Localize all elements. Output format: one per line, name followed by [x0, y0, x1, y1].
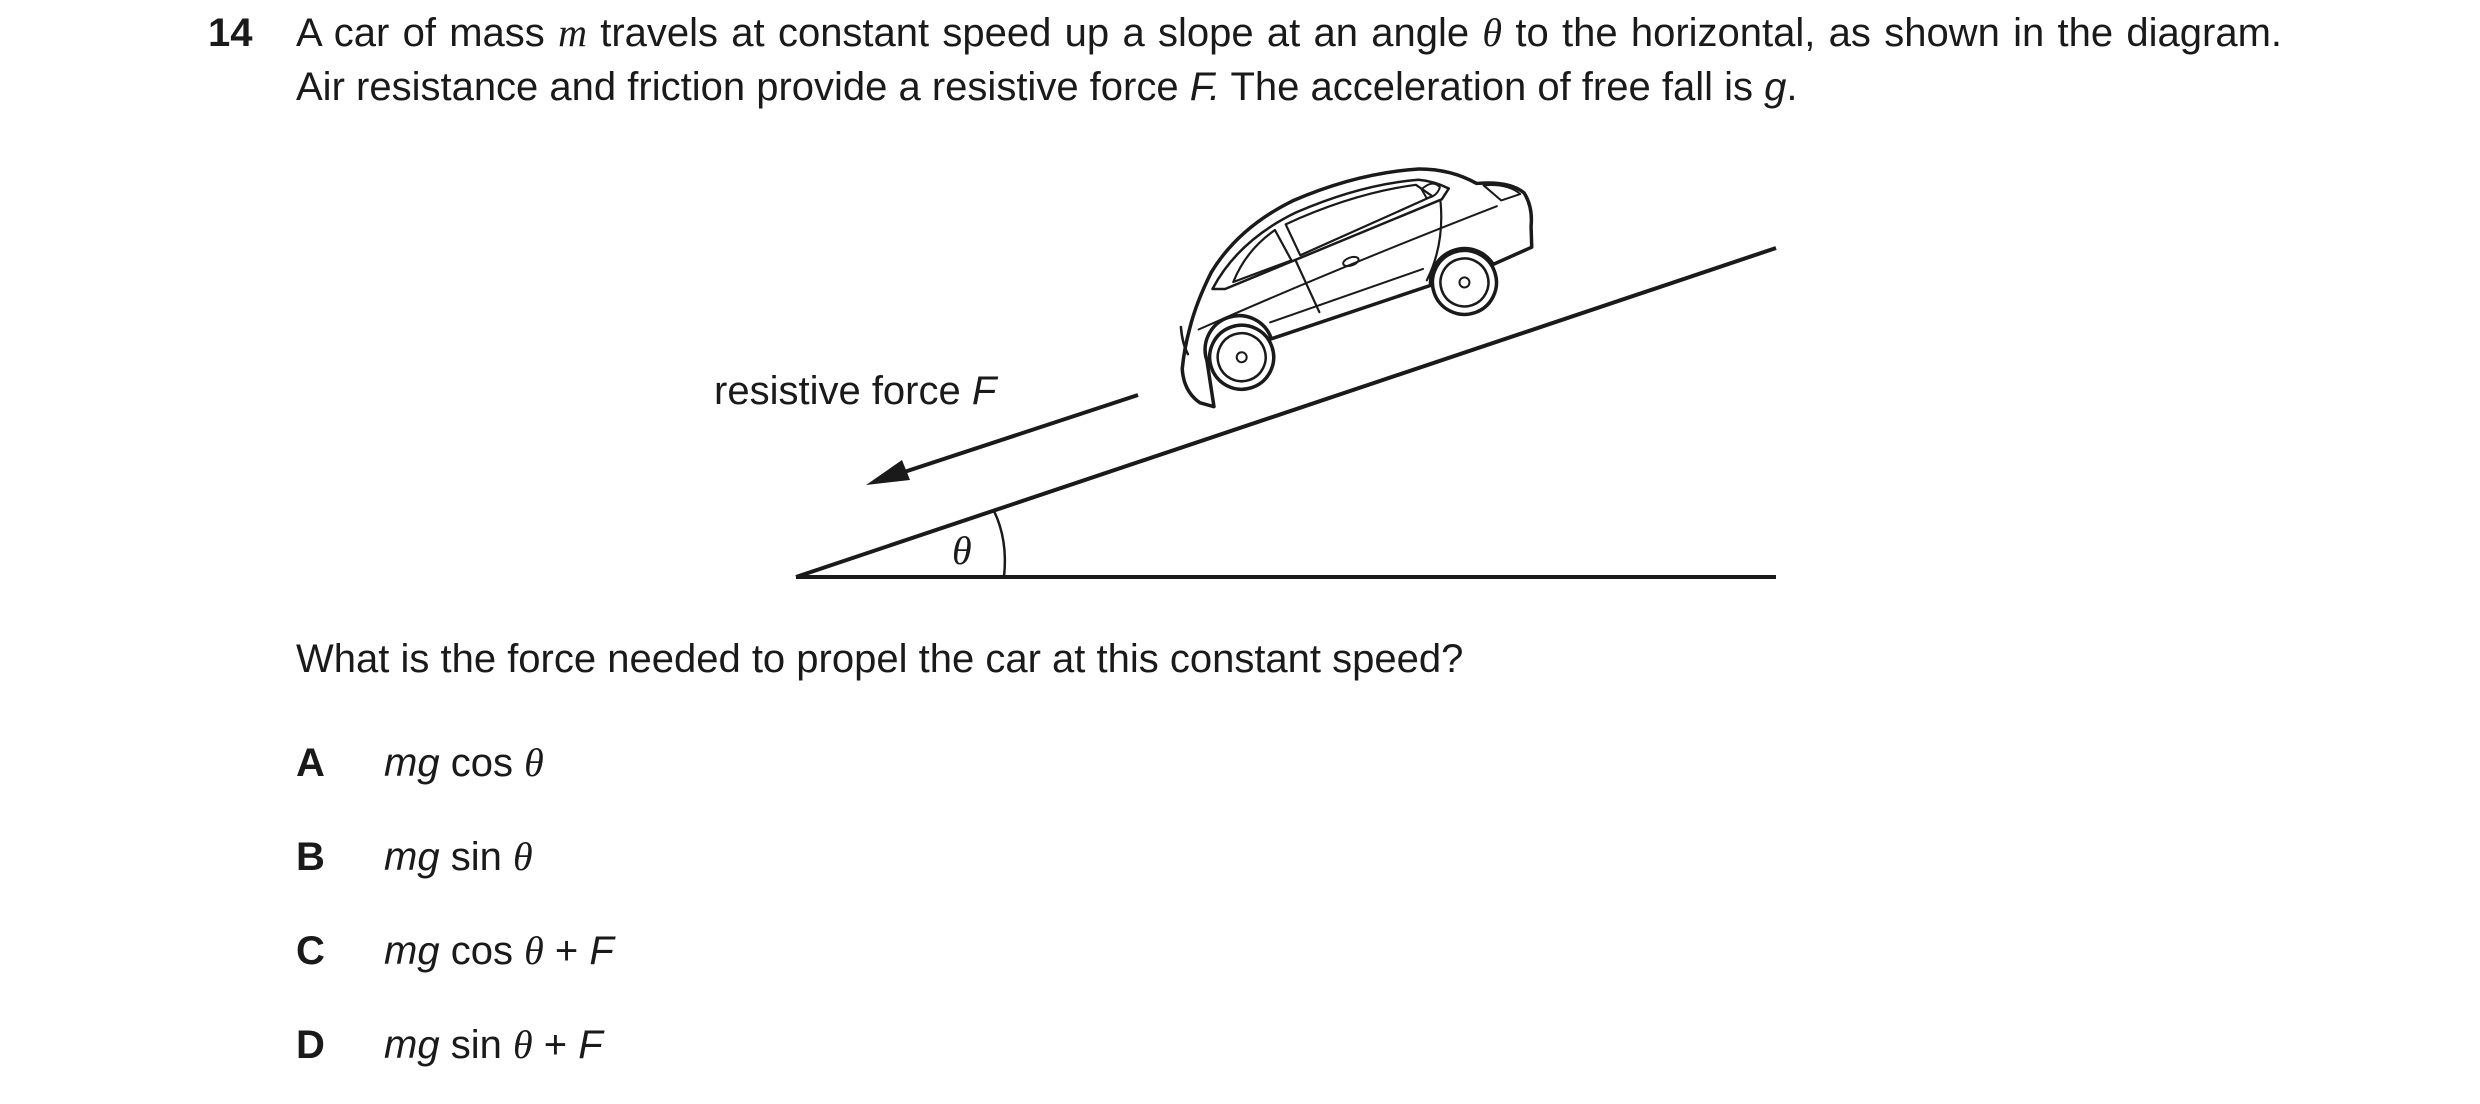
stem-text-5: .: [1786, 65, 1798, 109]
variable-F: F.: [1189, 65, 1221, 109]
variable-g: g: [1764, 65, 1787, 109]
stem-text-2: travels at constant speed up a slope at an angle: [586, 11, 1483, 55]
stem-text-3: to the horizontal, as shown in the diagram. Air resistance and friction provide a resistive force: [296, 11, 2283, 109]
stem-text-4: The acceleration of free fall is: [1220, 65, 1765, 109]
question-number: 14: [208, 11, 253, 55]
resistive-force-variable: F: [971, 369, 997, 413]
option-letter: D: [296, 1023, 325, 1067]
car-illustration: [1140, 128, 1558, 413]
variable-theta: θ: [1482, 10, 1503, 55]
force-arrow-head: [866, 460, 910, 485]
option-text: mg sin θ + F: [384, 1022, 603, 1067]
resistive-force-text: resistive force: [714, 369, 972, 413]
angle-label: θ: [952, 528, 972, 573]
option-text: mg cos θ + F: [384, 928, 614, 973]
option-text: mg sin θ: [384, 834, 533, 879]
angle-arc: [994, 511, 1005, 577]
variable-m: m: [558, 10, 587, 55]
option-letter: C: [296, 929, 325, 973]
option-letter: A: [296, 741, 325, 785]
stem-text-1: A car of mass: [296, 11, 559, 55]
resistive-force-label: [714, 366, 996, 416]
question-prompt: What is the force needed to propel the car at this constant speed?: [296, 637, 1464, 681]
option-text: mg cos θ: [384, 740, 544, 785]
option-letter: B: [296, 835, 325, 879]
